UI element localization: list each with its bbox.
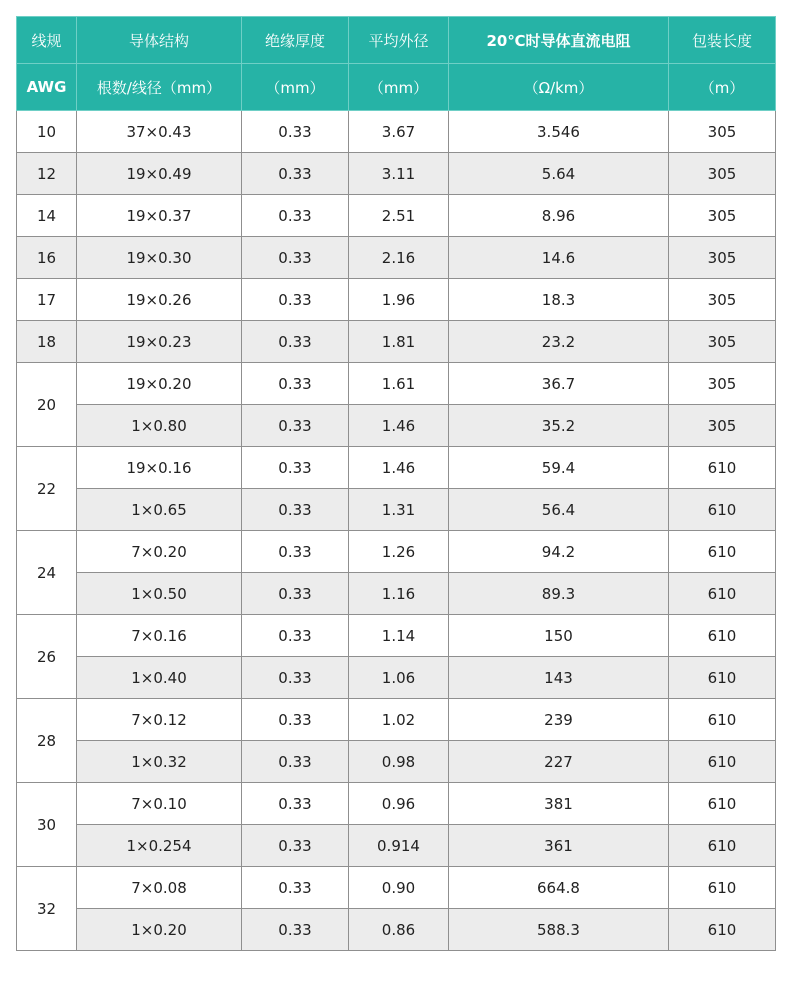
cell-length: 610 (669, 909, 776, 951)
cell-insulation: 0.33 (242, 363, 349, 405)
table-row (17, 531, 776, 573)
cell-structure: 37×0.43 (77, 111, 242, 153)
cell-awg: 20 (17, 363, 77, 447)
cell-insulation: 0.33 (242, 867, 349, 909)
cell-length: 610 (669, 699, 776, 741)
table-row (17, 363, 776, 405)
cell-structure: 19×0.26 (77, 279, 242, 321)
cell-insulation: 0.33 (242, 447, 349, 489)
header-length-top: 包装长度 (669, 17, 776, 64)
cell-structure: 19×0.16 (77, 447, 242, 489)
header-resistance-top: 20℃时导体直流电阻 (449, 17, 669, 64)
cell-diameter: 1.46 (349, 447, 449, 489)
cell-insulation: 0.33 (242, 909, 349, 951)
header-resistance-bottom: （Ω/km） (449, 64, 669, 111)
cell-diameter: 1.31 (349, 489, 449, 531)
table-row (17, 741, 776, 783)
cell-resistance: 59.4 (449, 447, 669, 489)
cell-awg: 22 (17, 447, 77, 531)
cell-resistance: 18.3 (449, 279, 669, 321)
cell-length: 610 (669, 741, 776, 783)
cell-insulation: 0.33 (242, 699, 349, 741)
cell-insulation: 0.33 (242, 741, 349, 783)
cell-resistance: 239 (449, 699, 669, 741)
cell-resistance: 588.3 (449, 909, 669, 951)
cell-length: 610 (669, 825, 776, 867)
cell-diameter: 1.46 (349, 405, 449, 447)
cell-diameter: 3.11 (349, 153, 449, 195)
cell-diameter: 1.81 (349, 321, 449, 363)
cell-structure: 7×0.20 (77, 531, 242, 573)
cell-awg: 24 (17, 531, 77, 615)
cell-resistance: 381 (449, 783, 669, 825)
header-diameter-bottom: （mm） (349, 64, 449, 111)
cell-diameter: 0.96 (349, 783, 449, 825)
cell-resistance: 56.4 (449, 489, 669, 531)
cell-diameter: 2.51 (349, 195, 449, 237)
cell-diameter: 0.98 (349, 741, 449, 783)
cell-insulation: 0.33 (242, 195, 349, 237)
cell-awg: 18 (17, 321, 77, 363)
header-row-bottom (17, 64, 776, 111)
header-insulation-top: 绝缘厚度 (242, 17, 349, 64)
table-body (17, 111, 776, 951)
cell-diameter: 1.14 (349, 615, 449, 657)
cell-length: 305 (669, 111, 776, 153)
cell-insulation: 0.33 (242, 783, 349, 825)
cell-structure: 19×0.30 (77, 237, 242, 279)
header-structure-top: 导体结构 (77, 17, 242, 64)
cell-insulation: 0.33 (242, 111, 349, 153)
table-row (17, 111, 776, 153)
table-row (17, 153, 776, 195)
cell-awg: 32 (17, 867, 77, 951)
cell-diameter: 1.02 (349, 699, 449, 741)
cell-resistance: 664.8 (449, 867, 669, 909)
cell-length: 610 (669, 867, 776, 909)
cell-length: 305 (669, 237, 776, 279)
cell-length: 305 (669, 279, 776, 321)
cell-structure: 1×0.65 (77, 489, 242, 531)
cell-length: 610 (669, 615, 776, 657)
cell-diameter: 0.914 (349, 825, 449, 867)
cell-structure: 19×0.23 (77, 321, 242, 363)
table-row (17, 825, 776, 867)
cell-length: 610 (669, 489, 776, 531)
cell-diameter: 1.26 (349, 531, 449, 573)
cell-length: 610 (669, 783, 776, 825)
cell-awg: 12 (17, 153, 77, 195)
cell-structure: 1×0.254 (77, 825, 242, 867)
table-row (17, 699, 776, 741)
cell-insulation: 0.33 (242, 615, 349, 657)
cell-resistance: 5.64 (449, 153, 669, 195)
cell-diameter: 2.16 (349, 237, 449, 279)
cell-resistance: 35.2 (449, 405, 669, 447)
table-row (17, 615, 776, 657)
cell-structure: 19×0.20 (77, 363, 242, 405)
table-row (17, 909, 776, 951)
table-header (17, 17, 776, 111)
header-length-bottom: （m） (669, 64, 776, 111)
cell-resistance: 23.2 (449, 321, 669, 363)
cell-length: 610 (669, 573, 776, 615)
cell-structure: 19×0.37 (77, 195, 242, 237)
table-row (17, 489, 776, 531)
cell-length: 610 (669, 447, 776, 489)
cell-insulation: 0.33 (242, 153, 349, 195)
table-row (17, 279, 776, 321)
cell-length: 305 (669, 405, 776, 447)
cell-resistance: 14.6 (449, 237, 669, 279)
cell-structure: 7×0.16 (77, 615, 242, 657)
cell-resistance: 36.7 (449, 363, 669, 405)
table-row (17, 405, 776, 447)
cell-resistance: 3.546 (449, 111, 669, 153)
cell-resistance: 143 (449, 657, 669, 699)
cell-diameter: 1.96 (349, 279, 449, 321)
cell-diameter: 0.86 (349, 909, 449, 951)
table-row (17, 783, 776, 825)
cell-structure: 1×0.40 (77, 657, 242, 699)
cell-insulation: 0.33 (242, 657, 349, 699)
header-structure-bottom: 根数/线径（mm） (77, 64, 242, 111)
cell-structure: 19×0.49 (77, 153, 242, 195)
cell-length: 610 (669, 531, 776, 573)
cell-diameter: 1.61 (349, 363, 449, 405)
cell-length: 305 (669, 321, 776, 363)
cell-length: 305 (669, 153, 776, 195)
cell-insulation: 0.33 (242, 237, 349, 279)
cell-length: 305 (669, 363, 776, 405)
cell-structure: 7×0.08 (77, 867, 242, 909)
cell-structure: 1×0.20 (77, 909, 242, 951)
table-row (17, 447, 776, 489)
cell-insulation: 0.33 (242, 321, 349, 363)
cell-diameter: 1.16 (349, 573, 449, 615)
cell-insulation: 0.33 (242, 489, 349, 531)
header-awg-top: 线规 (17, 17, 77, 64)
cell-resistance: 89.3 (449, 573, 669, 615)
header-awg-bottom: AWG (17, 64, 77, 111)
cell-structure: 1×0.80 (77, 405, 242, 447)
cell-resistance: 227 (449, 741, 669, 783)
table-row (17, 195, 776, 237)
cell-length: 610 (669, 657, 776, 699)
table-row (17, 237, 776, 279)
cell-resistance: 94.2 (449, 531, 669, 573)
cell-diameter: 1.06 (349, 657, 449, 699)
cell-length: 305 (669, 195, 776, 237)
cell-awg: 16 (17, 237, 77, 279)
cell-awg: 26 (17, 615, 77, 699)
header-insulation-bottom: （mm） (242, 64, 349, 111)
cell-insulation: 0.33 (242, 573, 349, 615)
table-row (17, 657, 776, 699)
cell-awg: 30 (17, 783, 77, 867)
cell-resistance: 361 (449, 825, 669, 867)
cell-awg: 17 (17, 279, 77, 321)
cell-insulation: 0.33 (242, 531, 349, 573)
table-row (17, 321, 776, 363)
wire-spec-table (16, 16, 776, 951)
header-row-top (17, 17, 776, 64)
cell-diameter: 3.67 (349, 111, 449, 153)
cell-diameter: 0.90 (349, 867, 449, 909)
cell-insulation: 0.33 (242, 405, 349, 447)
cell-structure: 7×0.12 (77, 699, 242, 741)
cell-insulation: 0.33 (242, 279, 349, 321)
cell-structure: 1×0.32 (77, 741, 242, 783)
cell-resistance: 8.96 (449, 195, 669, 237)
cell-resistance: 150 (449, 615, 669, 657)
cell-awg: 14 (17, 195, 77, 237)
table-row (17, 867, 776, 909)
header-diameter-top: 平均外径 (349, 17, 449, 64)
cell-awg: 28 (17, 699, 77, 783)
cell-structure: 1×0.50 (77, 573, 242, 615)
cell-awg: 10 (17, 111, 77, 153)
table-row (17, 573, 776, 615)
cell-structure: 7×0.10 (77, 783, 242, 825)
cell-insulation: 0.33 (242, 825, 349, 867)
